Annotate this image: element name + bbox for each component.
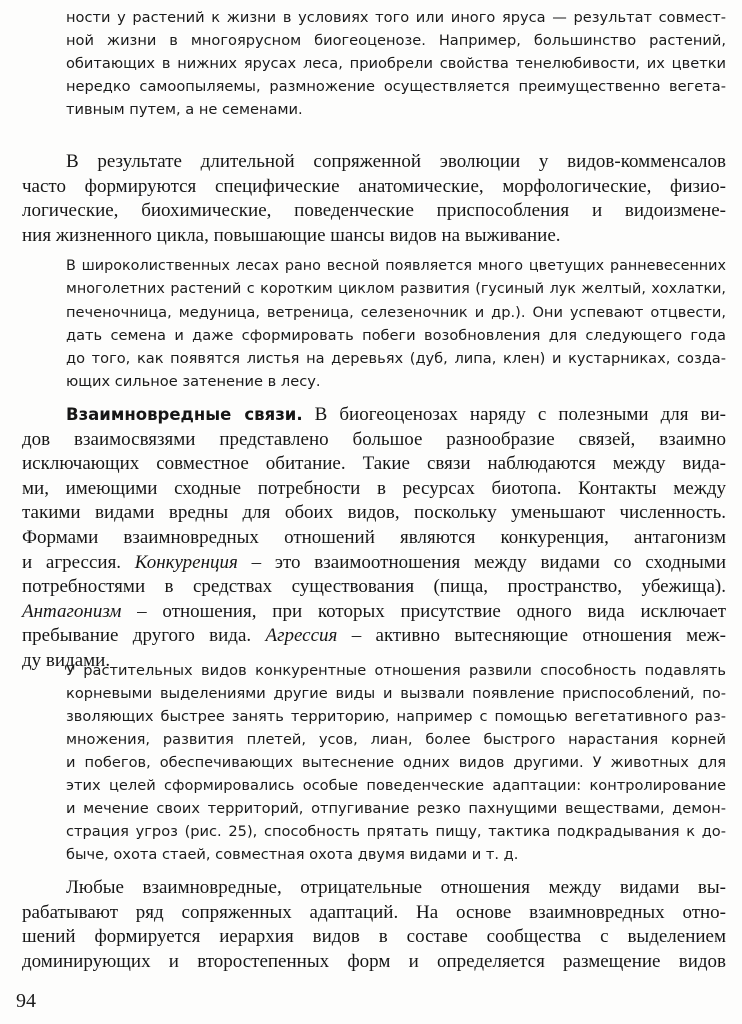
text-fragment: В биогеоценозах наряду с полезными для ви- <box>302 404 726 425</box>
text-line: ной жизни в многоярусном биогеоценозе. Например, большинство растений, <box>66 32 726 49</box>
text-line: ния жизненного цикла, повышающие шансы видов на выживание. <box>22 224 561 246</box>
paragraph-mutually-harmful-relations <box>22 403 726 674</box>
text-line: до того, как появятся листья на деревьях (дуб, липа, клен) и кустарниках, созда- <box>66 350 726 367</box>
text-line: и мечение своих территорий, отпугивание резко пахнущими веществами, демон- <box>66 800 726 817</box>
text-line: часто формируются специфические анатомические, морфологические, физио- <box>22 175 726 197</box>
text-line: ми, имеющими сходные потребности в ресурсах биотопа. Контакты между <box>22 477 726 499</box>
text-line: дов взаимосвязями представлено большое разнообразие связей, взаимно <box>22 428 726 450</box>
text-line <box>22 624 726 649</box>
text-line: множения, развития плетей, усов, лиан, более быстрого нарастания корней <box>66 731 726 748</box>
text-line: ности у растений к жизни в условиях того или иного яруса — результат совмест- <box>66 9 726 26</box>
paragraph-species-hierarchy <box>22 876 726 974</box>
text-line: такими видами вредны для обоих видов, поскольку уменьшают численность. <box>22 502 726 524</box>
text-line: рабатывают ряд сопряженных адаптаций. На основе взаимновредных отно- <box>22 901 726 923</box>
example-paragraph-spring-plants <box>66 255 726 393</box>
text-line: В результате длительной сопряженной эволюции у видов-комменсалов <box>66 151 726 172</box>
text-fragment: пребывание другого вида. <box>22 625 266 647</box>
text-fragment: – активно вытесняющие отношения меж- <box>337 625 726 647</box>
example-paragraph-competition-adaptations <box>66 659 726 866</box>
text-line: нередко самоопыляемы, размножение осуществляется преимущественно вегета- <box>66 78 726 95</box>
text-line: многолетних растений с коротким циклом развития (гусиный лук желтый, хохлатки, <box>66 281 726 297</box>
text-line: зволяющих быстрее занять территорию, например с помощью вегетативного раз- <box>66 708 726 725</box>
text-line: шений формируется иерархия видов в составе сообщества с выделением <box>22 926 726 948</box>
paragraph-commensal-evolution <box>22 150 726 248</box>
text-line: тивным путем, а не семенами. <box>66 101 303 118</box>
text-line: В широколиственных лесах рано весной появляется много цветущих ранневесенних <box>66 258 726 274</box>
text-line: дать семена и даже сформировать побеги возобновления для следующего года <box>66 327 726 344</box>
text-line: ду видами. <box>22 649 111 671</box>
example-paragraph-tiered-plants <box>66 6 726 121</box>
text-line <box>22 403 726 428</box>
term-aggression: Агрессия <box>265 625 338 647</box>
term-antagonism: Антагонизм <box>22 600 122 622</box>
text-fragment: – отношения, при которых присутствие одного вида исключает <box>121 600 726 622</box>
text-line: Любые взаимновредные, отрицательные отношения между видами вы- <box>66 877 726 898</box>
text-fragment: и агрессия. <box>22 551 135 573</box>
text-line: обитающих в нижних ярусах леса, приобрели свойства тенелюбивости, их цветки <box>66 55 726 72</box>
page-number: 94 <box>16 990 36 1012</box>
text-line: корневыми выделениями другие виды и вызвали появление приспособлений, по- <box>66 685 726 702</box>
text-line: У растительных видов конкурентные отношения развили способность подавлять <box>66 662 726 679</box>
text-line <box>22 600 726 625</box>
text-line: исключающих совместное обитание. Такие связи наблюдаются между вида- <box>22 453 726 475</box>
text-line: ющих сильное затенение в лесу. <box>66 373 321 390</box>
term-competition: Конкуренция <box>134 551 238 573</box>
text-line: доминирующих и второстепенных форм и определяется размещение видов <box>22 950 726 972</box>
text-line: страция угроз (рис. 25), способность прятать пищу, тактика подкрадывания к до- <box>66 823 726 840</box>
text-line: и побегов, обеспечивающих вытеснение одних видов другими. У животных для <box>66 754 726 771</box>
text-line: логические, биохимические, поведенческие приспособления и видоизмене- <box>22 200 726 222</box>
text-line: Формами взаимновредных отношений являются конкуренция, антагонизм <box>22 526 726 548</box>
section-heading: Взаимновредные связи. <box>66 405 303 424</box>
text-line <box>22 551 726 576</box>
text-line: печеночница, медуница, ветреница, селезеночник и др.). Они успевают отцвести, <box>66 304 726 321</box>
text-fragment: – это взаимоотношения между видами со сходными <box>237 551 726 573</box>
text-line: потребностями в средствах существования (пища, пространство, убежища). <box>22 576 726 598</box>
text-line: быче, охота стаей, совместная охота двумя видами и т. д. <box>66 846 519 863</box>
text-line: этих целей сформировались особые поведенческие адаптации: контролирование <box>66 777 726 794</box>
